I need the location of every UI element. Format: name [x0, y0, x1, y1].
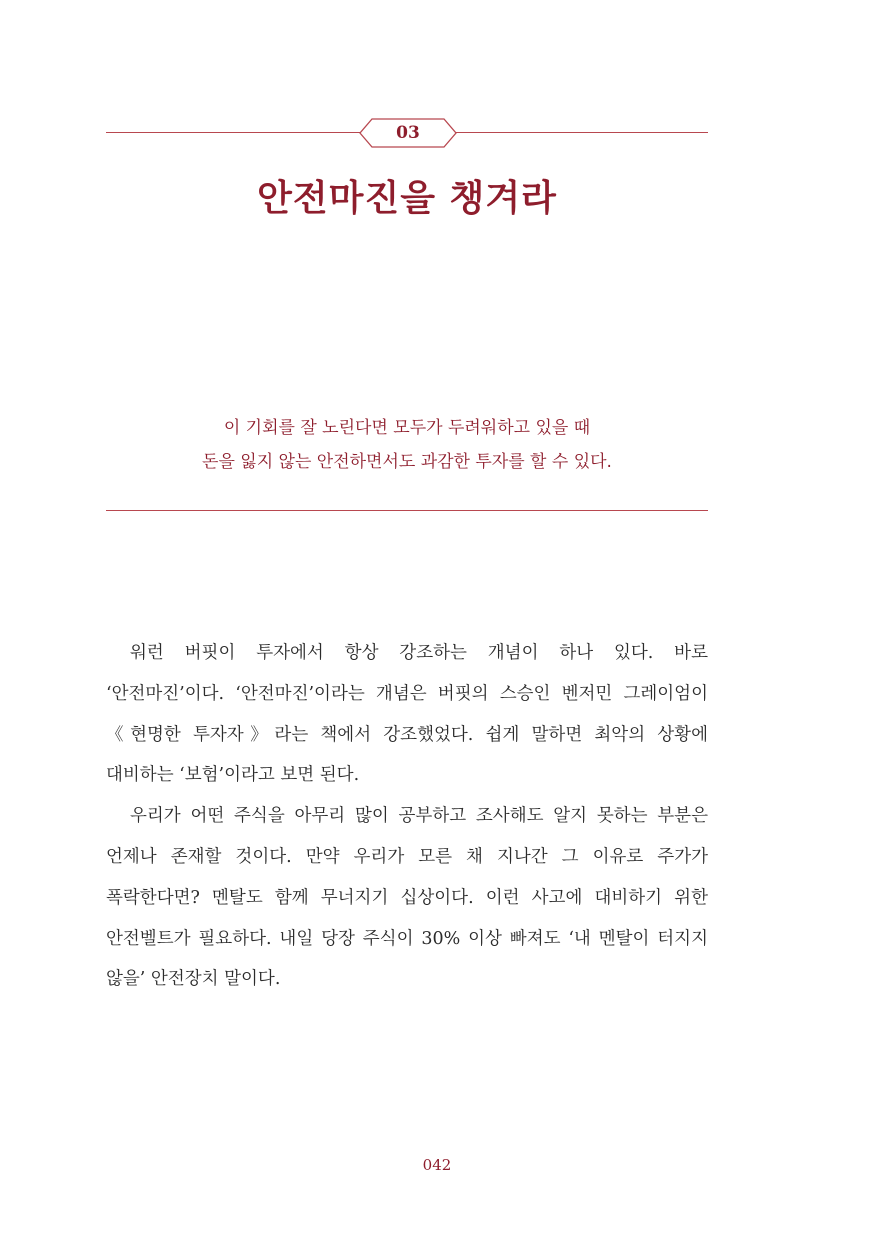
- chapter-number: 03: [396, 123, 420, 143]
- body-paragraph: 우리가 어떤 주식을 아무리 많이 공부하고 조사해도 알지 못하는 부분은 언제나 존재할 것이다. 만약 우리가 모른 채 지나간 그 이유로 주가가 폭락한다면? 멘탈도 함께 무너지기 십상이다. 이런 사고에 대비하기 위한 안전벨트가 필요하다. 내일 당장 주식이 30% 이상 빠져도 ‘내 멘탈이 터지지 않을’ 안전장치 말이다.: [106, 806, 708, 990]
- callout-divider: [106, 510, 708, 511]
- header-rule-left: [106, 132, 360, 133]
- callout-quote: [106, 411, 708, 479]
- chapter-title: 안전마진을 챙겨라: [257, 177, 557, 219]
- chapter-badge: [359, 118, 457, 148]
- callout-line: 돈을 잃지 않는 안전하면서도 과감한 투자를 할 수 있다.: [202, 452, 612, 472]
- body-text: [106, 633, 708, 1000]
- header-rule-right: [456, 132, 708, 133]
- body-paragraph: 워런 버핏이 투자에서 항상 강조하는 개념이 하나 있다. 바로 ‘안전마진’이다. ‘안전마진’이라는 개념은 버핏의 스승인 벤저민 그레이엄이 《현명한 투자자》라는 책에서 강조했었다. 쉽게 말하면 최악의 상황에 대비하는 ‘보험’이라고 보면 된다.: [106, 643, 708, 786]
- callout-line: 이 기회를 잘 노린다면 모두가 두려워하고 있을 때: [223, 418, 591, 438]
- page-number: 042: [422, 1156, 452, 1174]
